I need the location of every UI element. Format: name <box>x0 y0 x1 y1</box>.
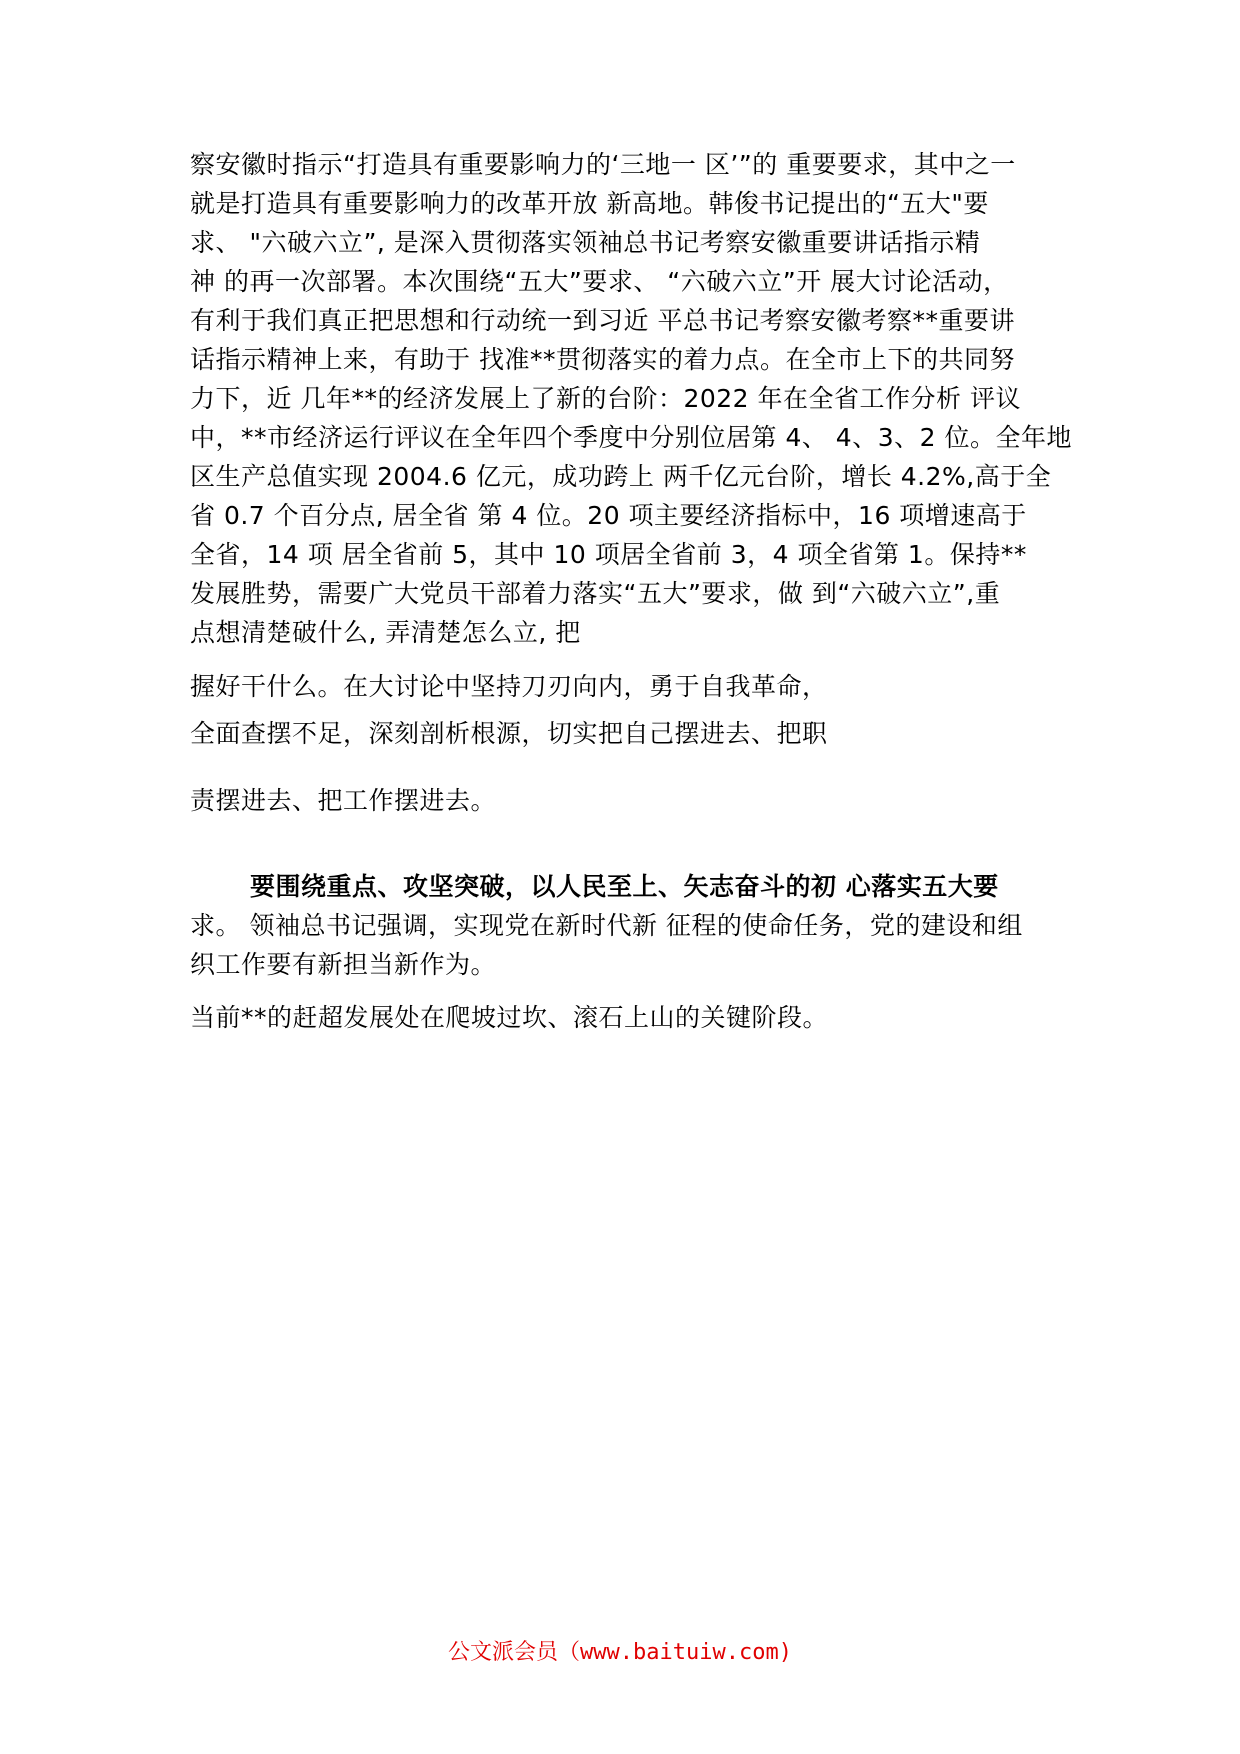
body-text-line: 话指示精神上来，有助于 找准**贯彻落实的着力点。在全市上下的共同努 <box>190 345 1015 374</box>
body-text-line: 求、 "六破六立”, 是深入贯彻落实领袖总书记考察安徽重要讲话指示精 <box>190 228 981 257</box>
footer-watermark <box>0 1638 1240 1668</box>
body-text-line: 当前**的赶超发展处在爬坡过坎、滚石上山的关键阶段。 <box>190 1003 829 1032</box>
body-text-line: 有利于我们真正把思想和行动统一到习近 平总书记考察安徽考察**重要讲 <box>190 306 1015 335</box>
body-text-line: 点想清楚破什么, 弄清楚怎么立, 把 <box>190 618 581 647</box>
body-text-line: 神 的再一次部署。本次围绕“五大”要求、 “六破六立”开 展大讨论活动， <box>190 267 1009 296</box>
body-text-line: 区生产总值实现 2004.6 亿元，成功跨上 两千亿元台阶，增长 4.2%,高于全 <box>190 462 1052 491</box>
paragraph-lead-bold: 要围绕重点、攻坚突破，以人民至上、矢志奋斗的初 心落实五大要 <box>250 872 999 901</box>
footer-url: （www.baituiw.com) <box>558 1640 792 1665</box>
body-text-line: 全省，14 项 居全省前 5，其中 10 项居全省前 3，4 项全省第 1。保持** <box>190 540 1027 569</box>
body-text-line: 中，**市经济运行评议在全年四个季度中分别位居第 4、 4、3、2 位。全年地 <box>190 423 1072 452</box>
body-text-line: 责摆进去、把工作摆进去。 <box>190 786 497 815</box>
footer-label: 公文派会员 <box>448 1640 559 1665</box>
body-text-line: 省 0.7 个百分点, 居全省 第 4 位。20 项主要经济指标中，16 项增速高于 <box>190 501 1027 530</box>
body-text-line: 就是打造具有重要影响力的改革开放 新高地。韩俊书记提出的“五大"要 <box>190 189 989 218</box>
body-text-line: 全面查摆不足，深刻剖析根源，切实把自己摆进去、把职 <box>190 719 828 748</box>
body-text-line: 力下，近 几年**的经济发展上了新的台阶：2022 年在全省工作分析 评议 <box>190 384 1021 413</box>
body-text-line: 发展胜势，需要广大党员干部着力落实“五大”要求，做 到“六破六立”,重 <box>190 579 1001 608</box>
body-text-line: 握好干什么。在大讨论中坚持刀刃向内，勇于自我革命， <box>190 672 828 701</box>
body-text-line: 织工作要有新担当新作为。 <box>190 950 497 979</box>
body-text-line: 求。 领袖总书记强调，实现党在新时代新 征程的使命任务，党的建设和组 <box>190 911 1023 940</box>
body-text-line: 察安徽时指示“打造具有重要影响力的‘三地一 区’”的 重要要求，其中之一 <box>190 150 1016 179</box>
